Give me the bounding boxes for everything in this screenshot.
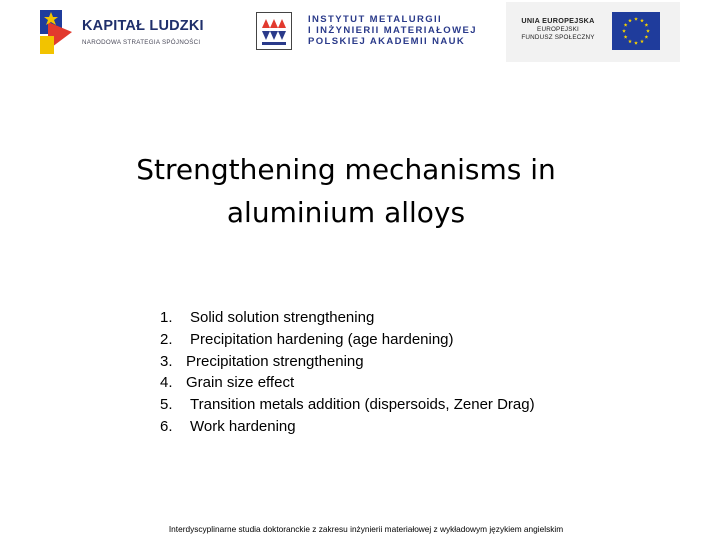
- institute-logo: [256, 12, 477, 52]
- footer-text: Interdyscyplinarne studia doktoranckie z zakresu inżynierii materiałowej z wykładowym językiem angielskim: [168, 524, 564, 534]
- slide-title: [60, 148, 632, 234]
- kapital-ludzki-name: KAPITAŁ LUDZKI: [82, 18, 204, 34]
- list-item-number: 1.: [160, 309, 173, 326]
- institute-name-line: INSTYTUT METALURGII: [308, 14, 443, 25]
- list-item-number: 4.: [160, 374, 173, 392]
- institute-emblem-icon: [257, 13, 291, 49]
- list-item-text: Precipitation hardening (age hardening): [190, 330, 454, 348]
- list-item-text: Work hardening: [190, 417, 296, 435]
- eu-logo-line3: FUNDUSZ SPOŁECZNY: [521, 34, 595, 41]
- list-item-text: Solid solution strengthening: [190, 309, 375, 326]
- list-item-number: 2.: [160, 330, 173, 348]
- list-item-text: Precipitation strengthening: [186, 352, 364, 370]
- eu-logo-line1: UNIA EUROPEJSKA: [521, 16, 595, 25]
- list-item-number: 6.: [160, 417, 173, 435]
- list-item-number: 5.: [160, 396, 173, 414]
- eu-logo-text: [516, 16, 600, 41]
- slide-title-line2: aluminium alloys: [226, 196, 466, 229]
- kapital-ludzki-tagline: NARODOWA STRATEGIA SPÓJNOŚCI: [82, 39, 201, 46]
- institute-name: [308, 14, 477, 47]
- eu-logo: [506, 2, 680, 62]
- eu-flag-icon: [612, 12, 660, 50]
- list-item-number: 3.: [160, 352, 173, 370]
- kapital-ludzki-logo: [38, 6, 204, 56]
- eu-logo-line2: EUROPEJSKI: [537, 26, 579, 33]
- institute-name-line: POLSKIEJ AKADEMII NAUK: [308, 36, 466, 47]
- institute-name-line: I INŻYNIERII MATERIAŁOWEJ: [308, 25, 477, 36]
- list-item-text: Grain size effect: [186, 374, 295, 392]
- slide-title-line1: Strengthening mechanisms in: [136, 153, 556, 186]
- list-item-text: Transition metals addition (dispersoids, Zener Drag): [190, 396, 535, 414]
- institute-emblem: [256, 12, 292, 50]
- kapital-ludzki-emblem-icon: [38, 6, 74, 56]
